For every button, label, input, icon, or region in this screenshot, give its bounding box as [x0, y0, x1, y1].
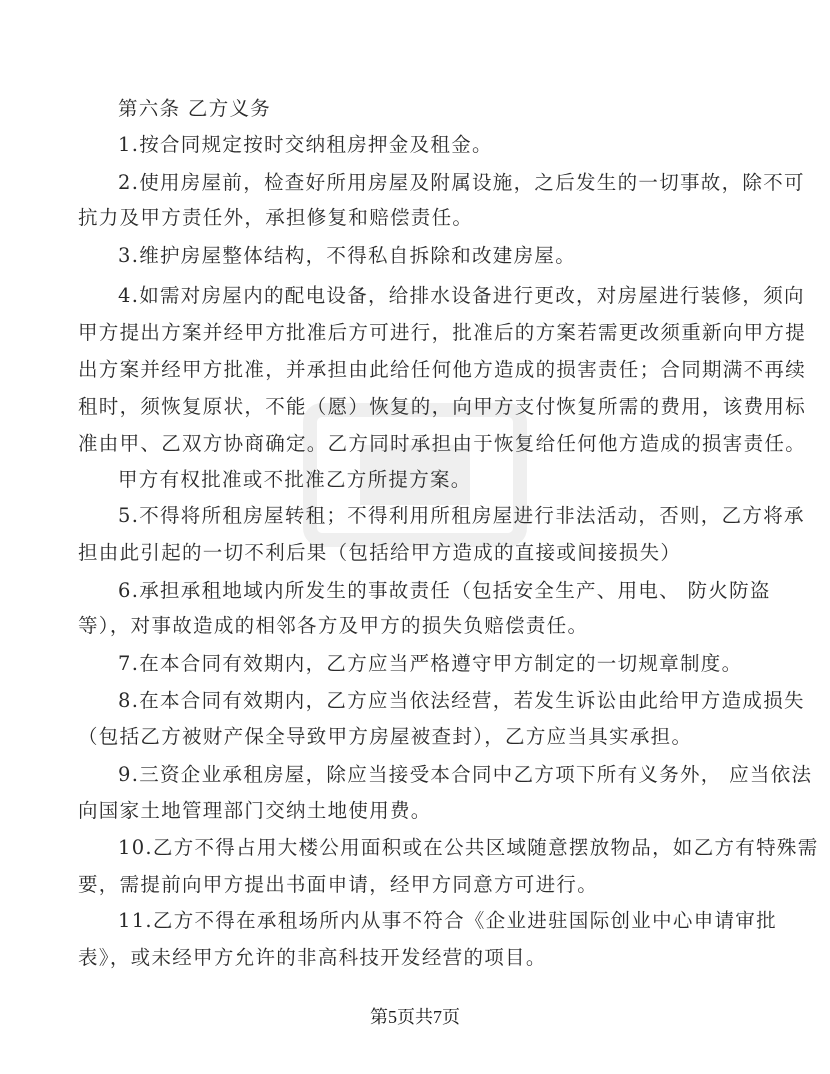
clause-line: 抗力及甲方责任外，承担修复和赔偿责任。	[78, 206, 474, 229]
clause-line: 7.在本合同有效期内，乙方应当严格遵守甲方制定的一切规章制度。	[118, 652, 743, 675]
clause-line: 5.不得将所租房屋转租；不得利用所租房屋进行非法活动，否则，乙方将承	[118, 504, 805, 527]
clause-line: 2.使用房屋前，检查好所用房屋及附属设施，之后发生的一切事故，除不可	[118, 171, 805, 194]
clause-line: 准由甲、乙双方协商确定。乙方同时承担由于恢复给任何他方造成的损害责任。	[78, 432, 807, 455]
clause-line: 出方案并经甲方批准，并承担由此给任何他方造成的损害责任；合同期满不再续	[78, 358, 807, 381]
clause-line: 租时，须恢复原状，不能（愿）恢复的，向甲方支付恢复所需的费用，该费用标	[78, 395, 807, 418]
article-heading: 第六条 乙方义务	[118, 97, 272, 120]
page-number: 第5页共7页	[370, 1007, 460, 1027]
clause-line: 6.承担承租地域内所发生的事故责任（包括安全生产、用电、 防火防盗	[118, 579, 771, 602]
clause-line: 11.乙方不得在承租场所内从事不符合《企业进驻国际创业中心申请审批	[118, 909, 777, 932]
clause-line: 担由此引起的一切不利后果（包括给甲方造成的直接或间接损失）	[78, 541, 682, 564]
clause-line: 1.按合同规定按时交纳租房押金及租金。	[118, 133, 493, 156]
clause-line: 10.乙方不得占用大楼公用面积或在公共区域随意摆放物品，如乙方有特殊需	[118, 836, 819, 859]
clause-line: 4.如需对房屋内的配电设备，给排水设备进行更改，对房屋进行装修，须向	[118, 284, 805, 307]
clause-line: 甲方有权批准或不批准乙方所提方案。	[118, 468, 472, 491]
clause-line: 等），对事故造成的相邻各方及甲方的损失负赔偿责任。	[78, 614, 589, 637]
clause-line: 甲方提出方案并经甲方批准后方可进行，批准后的方案若需更改须重新向甲方提	[78, 321, 807, 344]
clause-line: （包括乙方被财产保全导致甲方房屋被查封），乙方应当具实承担。	[78, 725, 693, 748]
clause-line: 8.在本合同有效期内，乙方应当依法经营，若发生诉讼由此给甲方造成损失	[118, 689, 805, 712]
clause-line: 3.维护房屋整体结构，不得私自拆除和改建房屋。	[118, 244, 577, 267]
clause-line: 向国家土地管理部门交纳土地使用费。	[78, 799, 432, 822]
clause-line: 表》，或未经甲方允许的非高科技开发经营的项目。	[78, 946, 547, 969]
clause-line: 9.三资企业承租房屋，除应当接受本合同中乙方项下所有义务外， 应当依法	[118, 763, 813, 786]
clause-line: 要，需提前向甲方提出书面申请，经甲方同意方可进行。	[78, 873, 599, 896]
